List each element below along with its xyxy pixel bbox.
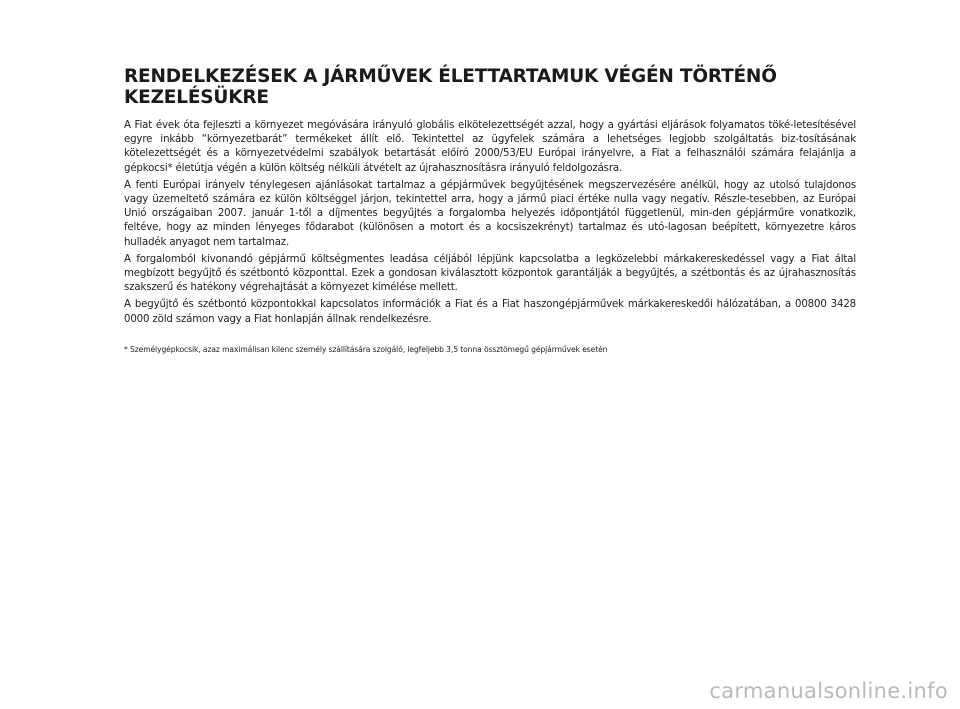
page-title: RENDELKEZÉSEK A JÁRMŰVEK ÉLETTARTAMUK VÉGÉN TÖRTÉNŐ KEZELÉSÜKRE [124,66,777,108]
page-content [124,66,856,355]
footnote: * Személygépkocsik, azaz maximálisan kilenc személy szállítására szolgáló, legfeljebb 3,5 tonna össztömegű gépjárművek esetén [124,344,608,354]
paragraph-information: A begyűjtő és szétbontó központokkal kapcsolatos információk a Fiat és a Fiat haszongépjárművek márkakereskedői hálózatában, a 00800 3428 0000 zöld számon vagy a Fiat honlapján állnak rendelkezésre. [124,299,856,325]
paragraph-intro: A Fiat évek óta fejleszti a környezet megóvására irányuló globális elkötelezettségét azzal, hogy a gyártási eljárások folyamatos töké-letesítésével egyre inkább “környezetbarát” termékeket állít elő. Tekintettel az ügyfelek számára a lehetséges legjobb szolgáltatás biz-tosításának kötelezettségét és a környezetvédelmi szabályok betartását előíró 2000/53/EU Európai irányelvre, a Fiat a felhasználói számára felajánlja a gépkocsi* életútja végén a külön költség nélküli átvételt az újrahasznosításra irányuló feldolgozásra. [124,120,856,174]
paragraph-disposal: A forgalomból kivonandó gépjármű költségmentes leadása céljából lépjünk kapcsolatba a legközelebbi márkakereskedéssel vagy a Fiat által megbízott begyűjtő és szétbontó központtal. Ezek a gondosan kiválasztott központok garantálják a begyűjtés, a szétbontás és az újrahasznosítás szakszerű és hatékony végrehajtását a környezet kímélése mellett. [124,253,856,294]
watermark: carmanualsonline.info [709,679,948,703]
paragraph-directive: A fenti Európai irányelv ténylegesen ajánlásokat tartalmaz a gépjárművek begyűjtésének megszervezésére anélkül, hogy az utolsó tulajdonos vagy üzemeltető számára ez külön költséggel járjon, tekintettel arra, hogy a jármű piaci értéke nulla vagy negatív. Részle-tesebben, az Európai Unió országaiban 2007. január 1-től a díjmentes begyűjtés a forgalomba helyezés időpontjától függetlenül, min-den gépjárműre vonatkozik, feltéve, hogy az minden lényeges fődarabot (különösen a motort és a kocsiszekrényt) tartalmaz és utó-lagosan beépített, környezetre káros hulladék anyagot nem tartalmaz. [124,179,856,248]
